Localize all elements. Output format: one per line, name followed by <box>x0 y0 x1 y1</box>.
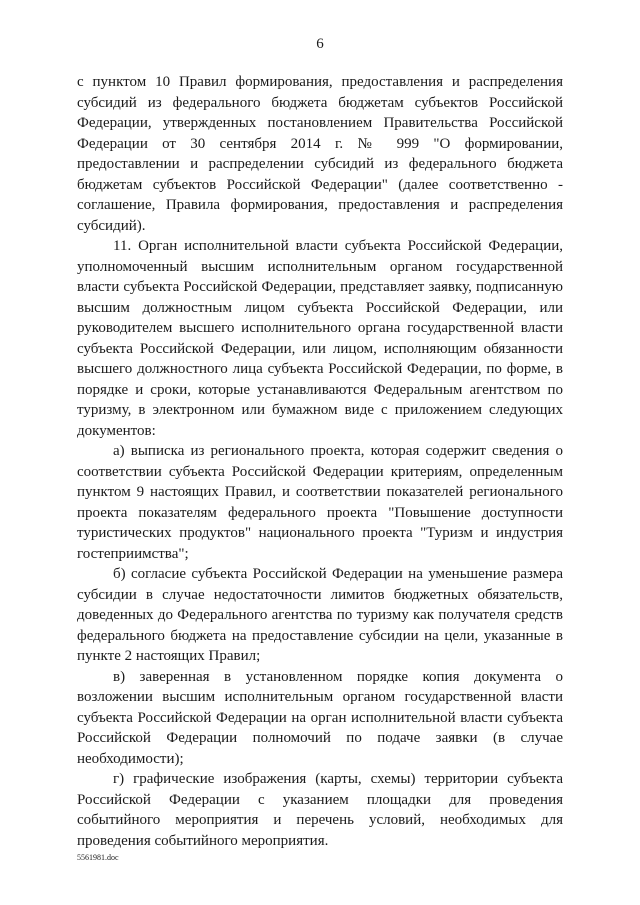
paragraph-continuation: с пунктом 10 Правил формирования, предоставления и распределения субсидий из федерального бюджета бюджетам субъектов Российской Федерации, утвержденных постановлением Правительства Российской Федерации от 30 сентября 2014 г. № 999 "О формировании, предоставлении и распределении субсидий из федерального бюджета бюджетам субъектов Российской Федерации" (далее соответственно - соглашение, Правила формирования, предоставления и распределения субсидий). <box>77 74 563 234</box>
paragraph-subitem-g: г) графические изображения (карты, схемы) территории субъекта Российской Федерации с указанием площадки для проведения событийного мероприятия и перечень условий, необходимых для проведения событийного мероприятия. <box>77 771 563 849</box>
paragraph-subitem-a: а) выписка из регионального проекта, которая содержит сведения о соответствии субъекта Российской Федерации критериям, определенным пунктом 9 настоящих Правил, и соответствии показателей регионального проекта показателям федерального проекта "Повышение доступности туристических продуктов" национального проекта "Туризм и индустрия гостеприимства"; <box>77 443 563 562</box>
paragraph-subitem-b: б) согласие субъекта Российской Федерации на уменьшение размера субсидии в случае недостаточности лимитов бюджетных обязательств, доведенных до Федерального агентства по туризму как получателя средств федерального бюджета на предоставление субсидии на цели, указанные в пункте 2 настоящих Правил; <box>77 566 563 664</box>
page-number: 6 <box>316 36 324 52</box>
document-body <box>77 72 563 851</box>
document-filename: 5561981.doc <box>77 853 119 862</box>
paragraph-item-11: 11. Орган исполнительной власти субъекта Российской Федерации, уполномоченный высшим исполнительным органом государственной власти субъекта Российской Федерации, представляет заявку, подписанную высшим должностным лицом субъекта Российской Федерации, или руководителем высшего исполнительного органа государственной власти субъекта Российской Федерации, или лицом, исполняющим обязанности высшего должностного лица субъекта Российской Федерации, по форме, в порядке и сроки, которые устанавливаются Федеральным агентством по туризму, в электронном или бумажном виде с приложением следующих документов: <box>77 238 563 439</box>
paragraph-subitem-v: в) заверенная в установленном порядке копия документа о возложении высшим исполнительным органом государственной власти субъекта Российской Федерации на орган исполнительной власти субъекта Российской Федерации полномочий по подаче заявки (в случае необходимости); <box>77 668 563 767</box>
